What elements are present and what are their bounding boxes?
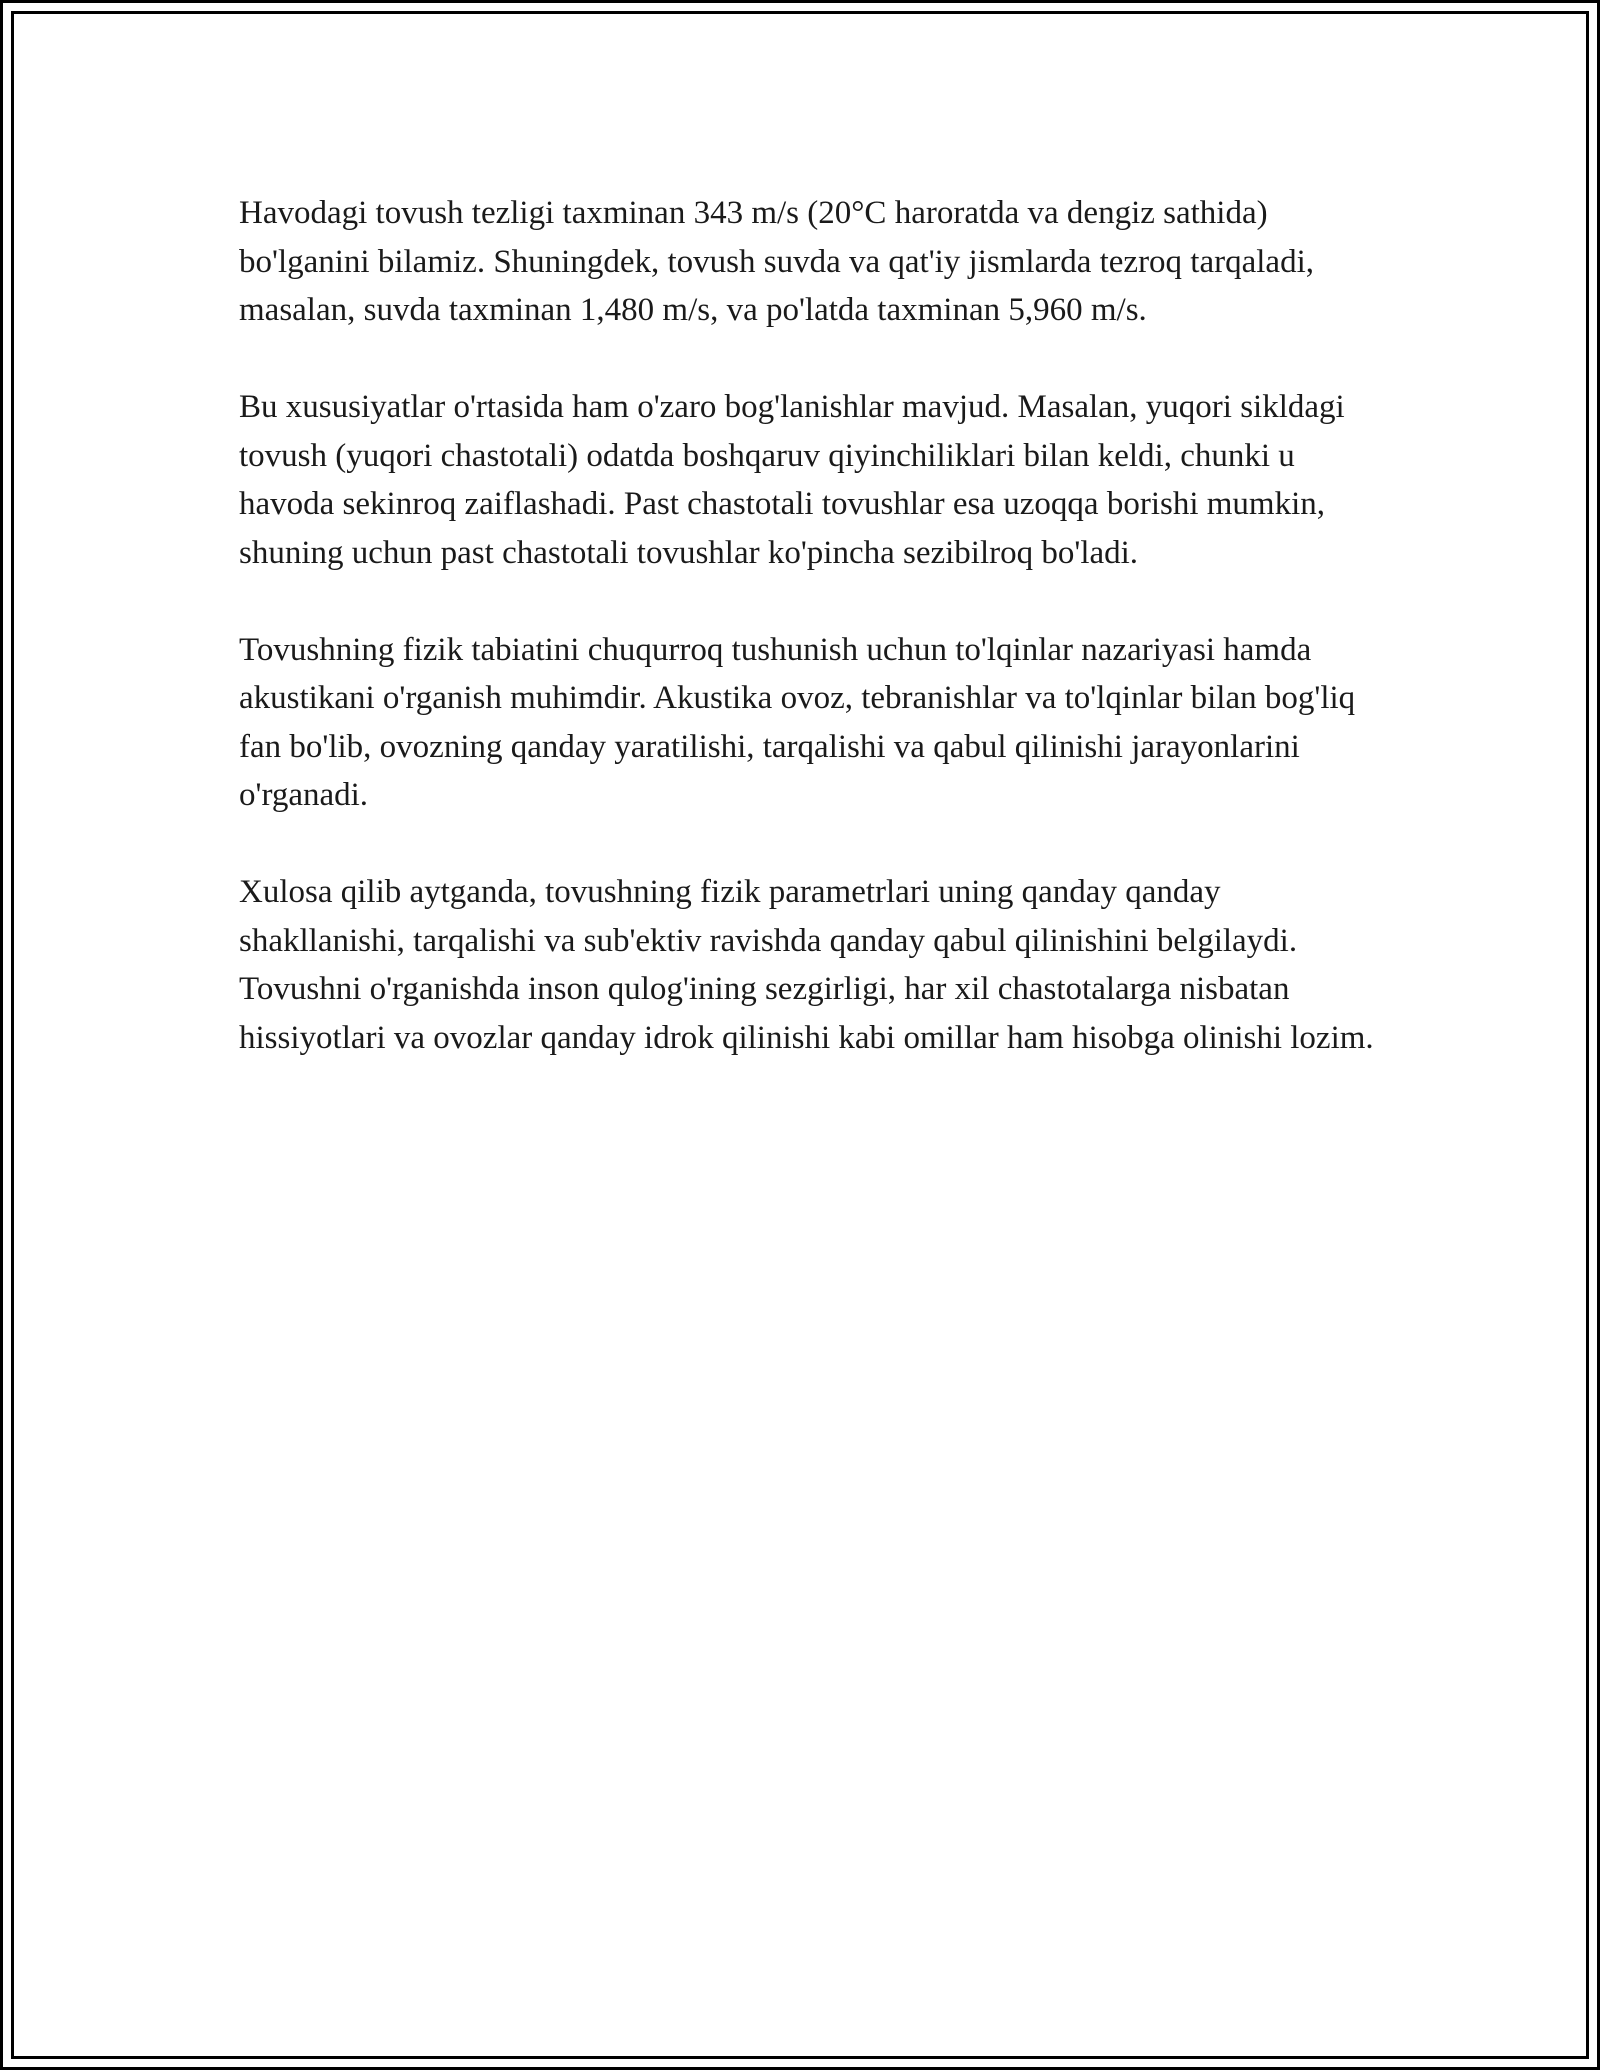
paragraph-2: Bu xususiyatlar o'rtasida ham o'zaro bog'lanishlar mavjud. Masalan, yuqori sikldagi tovush (yuqori chastotali) odatda boshqaruv qiyinchiliklari bilan keldi, chunki u havoda sekinroq zaiflashadi. Past chastotali tovushlar esa uzoqqa borishi mumkin, shuning uchun past chastotali tovushlar ko'pincha sezibilroq bo'ladi.	[239, 389, 1345, 571]
document-body	[239, 189, 1389, 1111]
paragraph-4: Xulosa qilib aytganda, tovushning fizik parametrlari uning qanday qanday shakllanishi, tarqalishi va sub'ektiv ravishda qanday qabul qilinishini belgilaydi. Tovushni o'rganishda inson qulog'ining sezgirligi, har xil chastotalarga nisbatan hissiyotlari va ovozlar qanday idrok qilinishi kabi omillar ham hisobga olinishi lozim.	[239, 874, 1374, 1056]
paragraph-1: Havodagi tovush tezligi taxminan 343 m/s (20°C haroratda va dengiz sathida) bo'lganini bilamiz. Shuningdek, tovush suvda va qat'iy jismlarda tezroq tarqaladi, masalan, suvda taxminan 1,480 m/s, va po'latda taxminan 5,960 m/s.	[239, 195, 1314, 328]
paragraph-3: Tovushning fizik tabiatini chuqurroq tushunish uchun to'lqinlar nazariyasi hamda akustikani o'rganish muhimdir. Akustika ovoz, tebranishlar va to'lqinlar bilan bog'liq fan bo'lib, ovozning qanday yaratilishi, tarqalishi va qabul qilinishi jarayonlarini o'rganadi.	[239, 631, 1356, 813]
